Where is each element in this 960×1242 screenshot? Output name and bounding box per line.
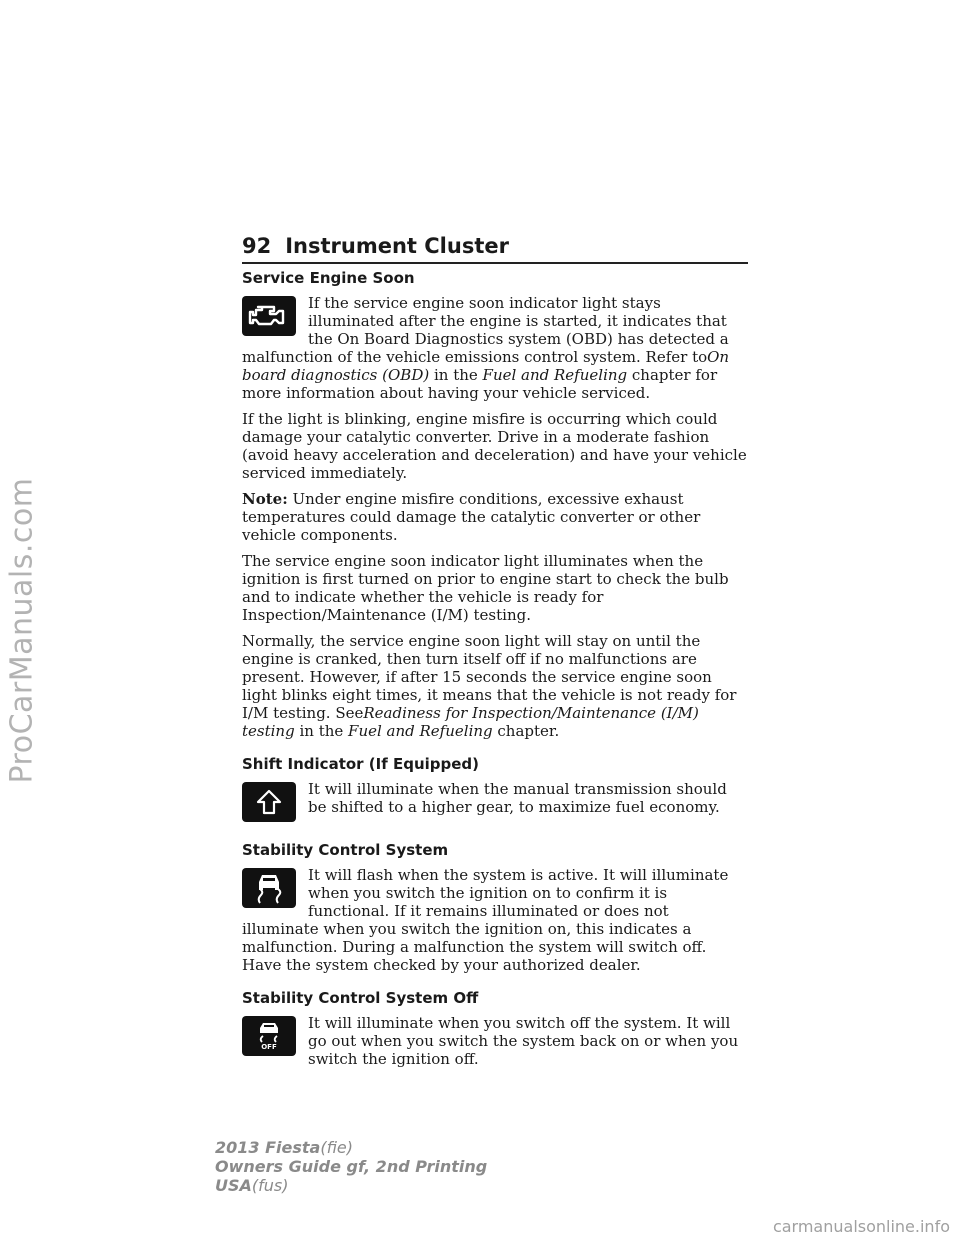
off-label: OFF [261,1043,277,1051]
reference-fuel-refueling: Fuel and Refueling [348,722,493,740]
page-header [242,228,748,264]
stability-text: It will flash when the system is active. It will illuminate when you switch the ignition on to confirm it is functional. If it remains illuminated or does not illuminate when you switch the ignition on, this indicates a malfunction. During a malfunction the system will switch off. Have the system checked by your authorized dealer. [242,866,729,974]
section-heading: Stability Control System [242,841,449,859]
note-label: Note: [242,490,288,508]
shift-text: It will illuminate when the manual transmission should be shifted to a higher gear, to maximize fuel economy. [308,780,727,816]
reference-obd: On board diagnostics (OBD) [242,348,730,384]
section-service-engine-soon [242,268,748,740]
page-footer [215,1138,487,1195]
upshift-arrow-icon [242,782,296,822]
footer-guide-line: Owners Guide gf, 2nd Printing [215,1157,488,1176]
section-heading: Shift Indicator (If Equipped) [242,755,480,773]
ses-paragraph-3: The service engine soon indicator light illuminates when the ignition is first turned on prior to engine start to check the bulb and to indicate whether the vehicle is ready for Inspection/Maintenance (I/M) testing. [242,552,729,624]
ses-paragraph-4: Normally, the service engine soon light will stay on until the engine is cranked, then turn itself off if no malfunctions are present. However, if after 15 seconds the service engine soon light blinks eight times, it means that the vehicle is not ready for I/M testing. SeeReadiness for Inspection/Maintenance (I/M) testing in the Fuel and Refueling chapter. [242,632,737,740]
reference-fuel-refueling: Fuel and Refueling [482,366,628,384]
engine-icon [242,296,296,336]
ses-paragraph-1: If the service engine soon indicator light stays illuminated after the engine is started, it indicates that the On Board Diagnostics system (OBD) has detected a malfunction of the vehicle emissions control system. Refer toOn board diagnostics (OBD) in the Fuel and Refueling chapter for more information about having your vehicle serviced. [242,294,730,402]
section-shift-indicator [242,754,748,826]
page-title: Instrument Cluster [285,234,509,258]
side-watermark [2,310,42,950]
footer-market-line: USA(fus) [215,1176,289,1195]
skidding-car-off-icon [242,1016,296,1056]
note-text: Under engine misfire conditions, excessive exhaust temperatures could damage the catalytic converter or other vehicle components. [242,490,701,544]
section-stability-control-off [242,988,748,1068]
page-number: 92 [242,234,272,258]
reference-readiness-im: Readiness for Inspection/Maintenance (I/M) testing [242,704,699,740]
bottom-watermark: carmanualsonline.info [772,1217,950,1236]
ses-note [242,490,748,544]
page-content [242,268,748,1082]
side-watermark-text: ProCarManuals.com [4,476,40,784]
footer-model-line: 2013 Fiesta(fie) [215,1138,354,1157]
section-stability-control [242,840,748,974]
section-heading: Stability Control System Off [242,989,479,1007]
ses-paragraph-2: If the light is blinking, engine misfire is occurring which could damage your catalytic converter. Drive in a moderate fashion (avoid heavy acceleration and deceleration) and have your vehicle serviced immediately. [242,410,747,482]
stability-off-text: It will illuminate when you switch off the system. It will go out when you switch the system back on or when you switch the ignition off. [308,1014,739,1068]
section-heading: Service Engine Soon [242,269,415,287]
skidding-car-icon [242,868,296,908]
